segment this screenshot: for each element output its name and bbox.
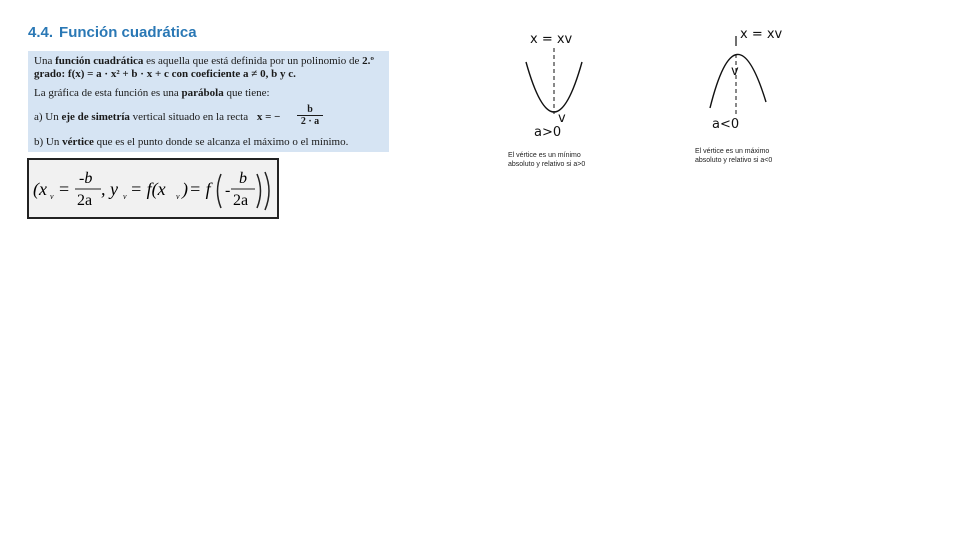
graph-paragraph [34,87,270,100]
term-eje-simetria: eje de simetría [61,111,130,123]
fraction-denominator: 2 · a [297,115,323,127]
formula-close-paren: ) [182,179,188,199]
formula-comma-y: , y [101,179,118,199]
vertex-formula-box [27,158,279,219]
formula-subscript-v: v [50,192,54,201]
term-funcion-cuadratica: función cuadrática [55,55,144,67]
vertex-label: v [731,64,739,79]
text: es aquella que está definida por un polinomio de [143,55,363,67]
parabola-up-figure [518,26,598,142]
text: a) Un [34,111,62,123]
caption-line: absoluto y relativo si a<0 [695,157,773,164]
term-vertice: vértice [62,136,94,148]
caption-minimum [508,151,585,169]
vertex-formula [29,160,281,221]
formula-numerator-neg-b: -b [79,170,93,187]
term-parabola: parábola [181,87,224,99]
formula-subscript-v: v [123,192,127,201]
caption-line: El vértice es un mínimo [508,152,581,159]
text: vertical situado en la recta [129,111,249,123]
formula-denominator-2a: 2a [77,192,93,209]
formula-equals: = [59,179,70,199]
formula-minus: - [225,182,231,199]
text: La gráfica de esta función es una [34,87,182,99]
section-number: 4.4. [28,24,54,41]
formula-numerator-b: b [239,170,247,187]
condition-label: a<0 [712,117,740,132]
text: Una [34,55,56,67]
parabola-down-figure [704,24,794,136]
section-title [28,24,197,41]
axis-label: x = xv [740,27,783,42]
parabola-curve [710,54,766,108]
text: que tiene: [223,87,270,99]
caption-line: El vértice es un máximo [695,148,770,155]
formula-subscript-v: v [176,192,180,201]
coefficient-condition: con coeficiente a ≠ 0, b y c. [168,68,296,80]
section-title-text: Función cuadrática [59,24,197,41]
formula-big-paren-close [257,174,261,208]
formula-open-xv: (x [33,179,47,199]
condition-label: a>0 [534,125,562,140]
formula-big-paren-open [218,174,222,208]
item-a [34,111,280,124]
fraction-numerator: b [307,104,313,115]
text: que es el punto donde se alcanza el máximo o el mínimo. [93,136,349,148]
formula-f: = f [189,179,211,199]
formula-f-of-x: = f(x [130,179,166,199]
vertex-label: v [558,111,566,126]
polynomial-expression: 2.º grado: f(x) = a · x² + b · x + c [34,55,374,80]
caption-line: absoluto y relativo si a>0 [508,161,586,168]
axis-label: x = xv [530,32,573,47]
definition-paragraph [34,55,386,81]
axis-equation: x = − [256,111,281,123]
item-b [34,136,348,149]
definition-box [28,51,389,152]
caption-maximum [695,147,772,165]
text: b) Un [34,136,63,148]
formula-denominator-2a: 2a [233,192,249,209]
formula-outer-paren-close [265,172,269,210]
axis-fraction [297,104,323,127]
